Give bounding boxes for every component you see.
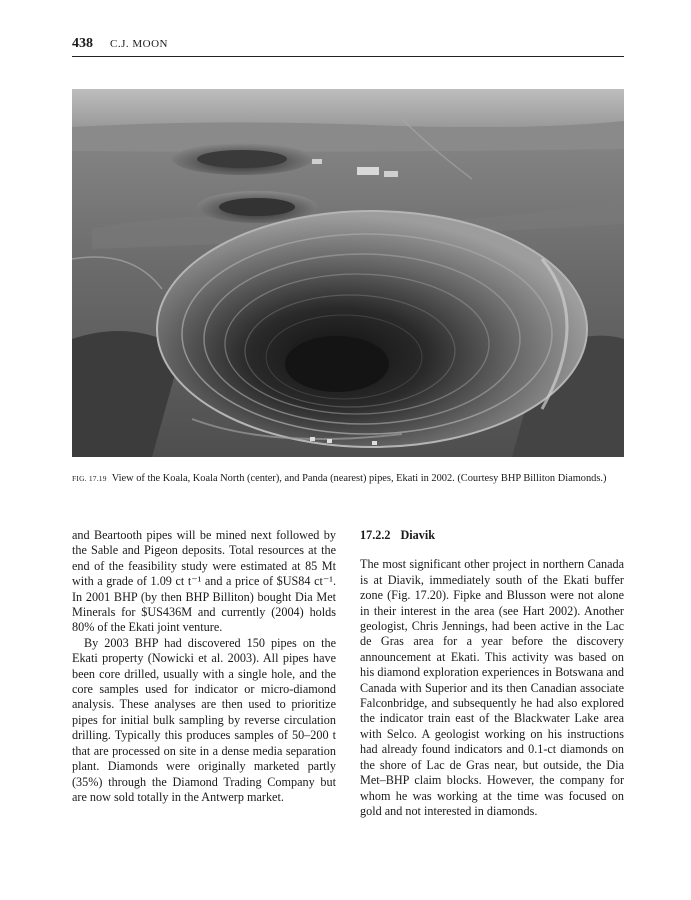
section-heading bbox=[360, 528, 624, 543]
figure-caption-text: View of the Koala, Koala North (center), and Panda (nearest) pipes, Ekati in 2002. (Courtesy BHP Billiton Diamonds.) bbox=[111, 473, 607, 484]
right-column bbox=[360, 528, 624, 819]
section-title: Diavik bbox=[400, 528, 436, 542]
mine-photo-illustration bbox=[72, 89, 624, 457]
left-column bbox=[72, 528, 336, 805]
left-paragraph-2: By 2003 BHP had discovered 150 pipes on the Ekati property (Nowicki et al. 2003). All pipes have been core drilled, usually with a single hole, and the core samples used for indicator or micro-diamond analysis. These analyses are then used to prioritize pipes for initial bulk sampling by reverse circulation drilling. Typically this produces samples of 50–200 t that are processed on site in a dense media separation plant. Diamonds were originally marketed partly (35%) through the Diamond Trading Company but are now sold totally in the Antwerp market. bbox=[72, 635, 336, 804]
running-head: C.J. MOON bbox=[110, 38, 168, 50]
page-header bbox=[72, 36, 624, 57]
figure-caption bbox=[72, 471, 624, 486]
section-number: 17.2.2 bbox=[360, 528, 391, 542]
left-paragraph-1: and Beartooth pipes will be mined next followed by the Sable and Pigeon deposits. Total resources at the end of the feasibility study were estimated at 85 Mt with a grade of 1.09 ct t⁻¹ and a price of $US84 ct⁻¹. In 2001 BHP (by then BHP Billiton) bought Dia Met Minerals for $US436M and currently (2004) holds 80% of the Ekati joint venture. bbox=[72, 528, 336, 635]
page-number: 438 bbox=[72, 36, 93, 51]
figure-label: FIG. 17.19 bbox=[72, 474, 107, 483]
right-paragraph-1: The most significant other project in northern Canada is at Diavik, immediately south of the Ekati buffer zone (Fig. 17.20). Fipke and Blusson were not alone in their interest in the area (see Hart 2002). Another geologist, Chris Jennings, had been active in the Lac de Gras area for a year before the discovery announcement at Ekati. This activity was based on his diamond exploration experiences in Botswana and Canada with Superior and its then Canadian associate Falconbridge, and subsequently he had also explored the indicator train east of the Blackwater Lake area with Selco. A geologist working on his instructions had already found indicators and 0.1-ct diamonds on the shore of Lac de Gras near, but outside, the Dia Met–BHP claim blocks. However, the company for whom he was working at the time was focused on gold and not interested in diamonds. bbox=[360, 557, 624, 818]
mine-photo bbox=[72, 89, 624, 457]
